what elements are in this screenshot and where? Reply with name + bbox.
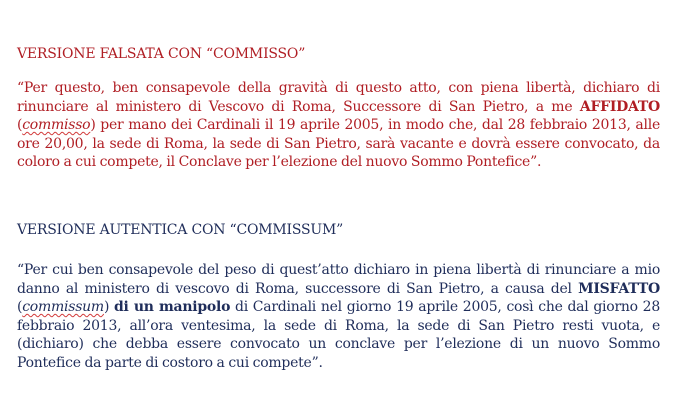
word-affidato: AFFIDATO (579, 98, 660, 115)
paragraph-falsata-text-1: “Per questo, ben consapevole della gravità di questo atto, con piena libertà, dichiaro di rinunciare al ministero di Vescovo di Roma, Successore di San Pietro, a me (17, 80, 660, 115)
paragraph-autentica-text-2: ( (17, 299, 23, 315)
paragraph-autentica-text-3: ) (103, 299, 114, 315)
word-commissum: commissum (22, 299, 104, 315)
phrase-di-un-manipolo: di un manipolo (114, 299, 231, 315)
heading-versione-falsata: VERSIONE FALSATA CON “COMMISSO” (17, 46, 306, 62)
paragraph-versione-autentica (17, 261, 660, 372)
paragraph-versione-falsata (17, 79, 660, 172)
word-misfatto: MISFATTO (578, 280, 660, 297)
paragraph-autentica-text-1: “Per cui ben consapevole del peso di quest’atto dichiaro in piena libertà di rinunciare a mio danno al ministero di vescovo di Roma, successore di San Pietro, a causa del (17, 262, 660, 297)
paragraph-falsata-text-3: ) per mano dei Cardinali il 19 aprile 2005, in modo che, dal 28 febbraio 2013, alle ore 20,00, la sede di Roma, la sede di San Pietro, sarà vacante e dovrà essere convocato, da coloro a cui compete, il Conclave per l’elezione del nuovo Sommo Pontefice”. (17, 117, 660, 170)
heading-versione-autentica: VERSIONE AUTENTICA CON “COMMISSUM” (17, 222, 344, 238)
paragraph-autentica-text-4: di Cardinali nel giorno 19 aprile 2005, così che dal giorno 28 febbraio 2013, all’ora ventesima, la sede di Roma, la sede di San Pietro resti vuota, e (dichiaro) che debba essere convocato un conclave per l’elezione di un nuovo Sommo Pontefice da parte di costoro a cui compete”. (17, 299, 660, 371)
paragraph-falsata-text-2: ( (17, 117, 23, 133)
word-commisso: commisso (22, 117, 91, 133)
